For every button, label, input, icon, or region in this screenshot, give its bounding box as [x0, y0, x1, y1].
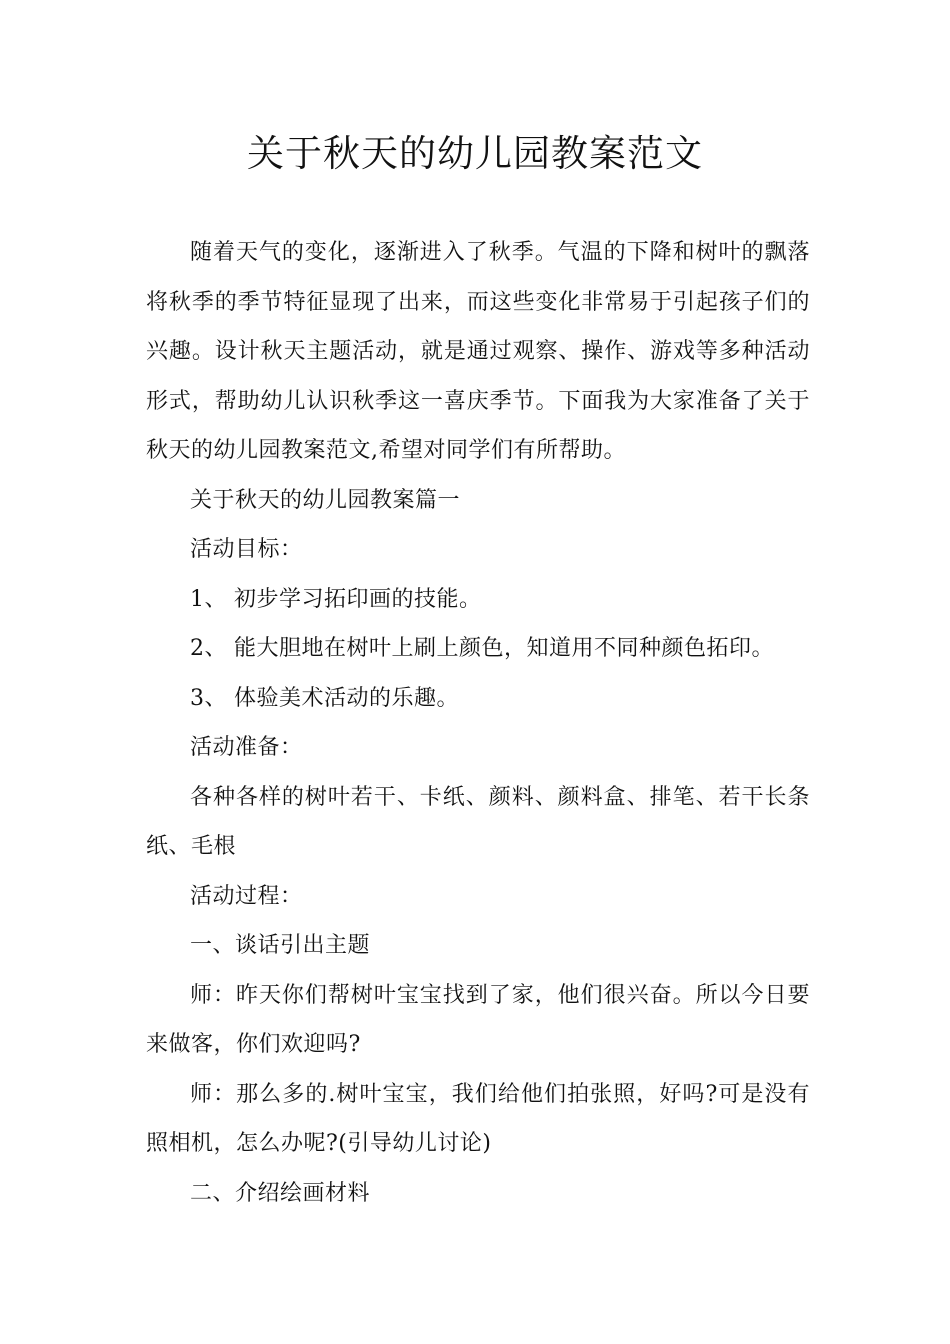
- goal-text: 初步学习拓印画的技能。: [234, 586, 482, 612]
- goal-item-2: [146, 624, 810, 674]
- step-heading-2: 二、介绍绘画材料: [190, 1180, 371, 1206]
- process-heading: 活动过程：: [190, 883, 303, 909]
- document-title: 关于秋天的幼儿园教案范文: [247, 132, 703, 175]
- goal-text: 能大胆地在树叶上刷上颜色，知道用不同种颜色拓印。: [234, 636, 775, 661]
- goal-item-3: [146, 674, 810, 724]
- goal-number: 3、: [190, 685, 227, 711]
- goal-text: 体验美术活动的乐趣。: [234, 685, 460, 711]
- teacher-line-1: 师：昨天你们帮树叶宝宝找到了家，他们很兴奋。所以今日要来做客，你们欢迎吗?: [146, 982, 810, 1057]
- teacher-line-2: 师：那么多的.树叶宝宝，我们给他们拍张照，好吗?可是没有照相机，怎么办呢?(引导幼儿讨论): [146, 1081, 810, 1156]
- document-body: [146, 228, 810, 1218]
- preparation-heading: 活动准备：: [190, 735, 303, 760]
- goal-number: 1、: [190, 586, 227, 612]
- intro-paragraph: 随着天气的变化，逐渐进入了秋季。气温的下降和树叶的飘落将秋季的季节特征显现了出来，而这些变化非常易于引起孩子们的兴趣。设计秋天主题活动，就是通过观察、操作、游戏等多种活动形式，帮助幼儿认识秋季这一喜庆季节。下面我为大家准备了关于秋天的幼儿园教案范文,希望对同学们有所帮助。: [146, 240, 810, 463]
- goals-heading: 活动目标：: [190, 537, 303, 562]
- section-heading-1: 关于秋天的幼儿园教案篇一: [190, 487, 461, 513]
- step-heading-1: 一、谈话引出主题: [190, 933, 371, 958]
- preparation-paragraph: 各种各样的树叶若干、卡纸、颜料、颜料盒、排笔、若干长条纸、毛根: [146, 784, 810, 859]
- goal-number: 2、: [190, 636, 227, 661]
- goal-item-1: [146, 575, 810, 625]
